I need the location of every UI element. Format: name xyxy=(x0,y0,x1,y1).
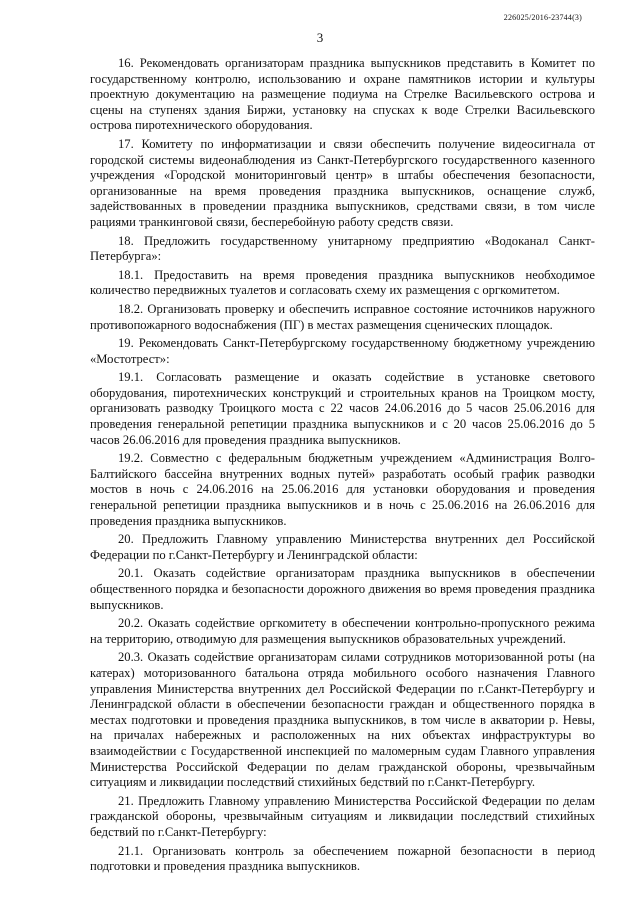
paragraph-17: 17. Комитету по информатизации и связи обеспечить получение видеосигнала от городской системы видеонаблюдения из Санкт-Петербургского государственного казенного учреждения «Городской мониторинговый центр» в штабы обеспечения безопасности, организованные на время проведения праздника выпускников, оснащение служб, задействованных в проведении праздника выпускников, средствами связи, в том числе рациями транкинговой связи, бесперебойную работу средств связи. xyxy=(90,136,595,229)
paragraph-21: 21. Предложить Главному управлению Министерства Российской Федерации по делам гражданской обороны, чрезвычайным ситуациям и ликвидации последствий стихийных бедствий по г.Санкт-Петербургу: xyxy=(90,793,595,839)
paragraph-20-1: 20.1. Оказать содействие организаторам праздника выпускников в обеспечении общественного порядка и безопасности дорожного движения во время проведения праздника выпускников. xyxy=(90,566,595,612)
page-number: 3 xyxy=(316,30,324,45)
paragraph-19: 19. Рекомендовать Санкт-Петербургскому государственному бюджетному учреждению «Мостотрест»: xyxy=(90,336,595,366)
paragraph-21-1: 21.1. Организовать контроль за обеспечением пожарной безопасности в период подготовки и проведения праздника выпускников. xyxy=(90,843,595,874)
paragraph-16: 16. Рекомендовать организаторам праздника выпускников представить в Комитет по государственному контролю, использованию и охране памятников истории и культуры проектную документацию на размещение подиума на Стрелке Васильевского острова и сцены на ступенях здания Биржи, установку на спусках к воде Стрелки Васильевского острова пиротехнического оборудования. xyxy=(90,56,595,133)
paragraph-18-1: 18.1. Предоставить на время проведения праздника выпускников необходимое количество передвижных туалетов и согласовать схему их размещения с оргкомитетом. xyxy=(90,267,595,298)
document-body xyxy=(90,56,595,878)
paragraph-20-3: 20.3. Оказать содействие организаторам силами сотрудников моторизованной роты (на катерах) моторизованного батальона отряда мобильного особого назначения Главного управления Министерства внутренних дел Российской Федерации по г.Санкт-Петербургу и Ленинградской области в обеспечении безопасности граждан и общественного порядка в местах подготовки и проведения праздника выпускников, в том числе в акватории р. Невы, на причалах набережных и расположенных на них объектах инфраструктуры во взаимодействии с Государственной инспекцией по маломерным судам Главного управления Министерства Российской Федерации по делам гражданской обороны, чрезвычайным ситуациям и ликвидации последствий стихийных бедствий по г.Санкт-Петербургу. xyxy=(90,650,595,790)
paragraph-20-2: 20.2. Оказать содействие оргкомитету в обеспечении контрольно-пропускного режима на территорию, отводимую для размещения выпускников образовательных учреждений. xyxy=(90,616,595,646)
document-id: 226025/2016-23744(3) xyxy=(503,13,582,22)
paragraph-18-2: 18.2. Организовать проверку и обеспечить исправное состояние источников наружного противопожарного водоснабжения (ПГ) в местах размещения сценических площадок. xyxy=(90,301,595,332)
paragraph-19-2: 19.2. Совместно с федеральным бюджетным учреждением «Администрация Волго-Балтийского бассейна внутренних водных путей» разработать особый график разводки мостов в ночь с 24.06.2016 на 25.06.2016 для установки оборудования и проведения генеральной репетиции праздника выпускников и в ночь с 25.06.2016 на 26.06.2016 для проведения праздника выпускников. xyxy=(90,451,595,528)
paragraph-18: 18. Предложить государственному унитарному предприятию «Водоканал Санкт-Петербурга»: xyxy=(90,233,595,264)
paragraph-20: 20. Предложить Главному управлению Министерства внутренних дел Российской Федерации по г.Санкт-Петербургу и Ленинградской области: xyxy=(90,532,595,562)
paragraph-19-1: 19.1. Согласовать размещение и оказать содействие в установке светового оборудования, пиротехнических конструкций и строительных кранов на Троицком мосту, организовать разводку Троицкого моста с 22 часов 24.06.2016 до 5 часов 25.06.2016 для проведения генеральной репетиции праздника выпускников и с 20 часов 25.06.2016 до 5 часов 26.06.2016 для проведения праздника выпускников. xyxy=(90,370,595,447)
